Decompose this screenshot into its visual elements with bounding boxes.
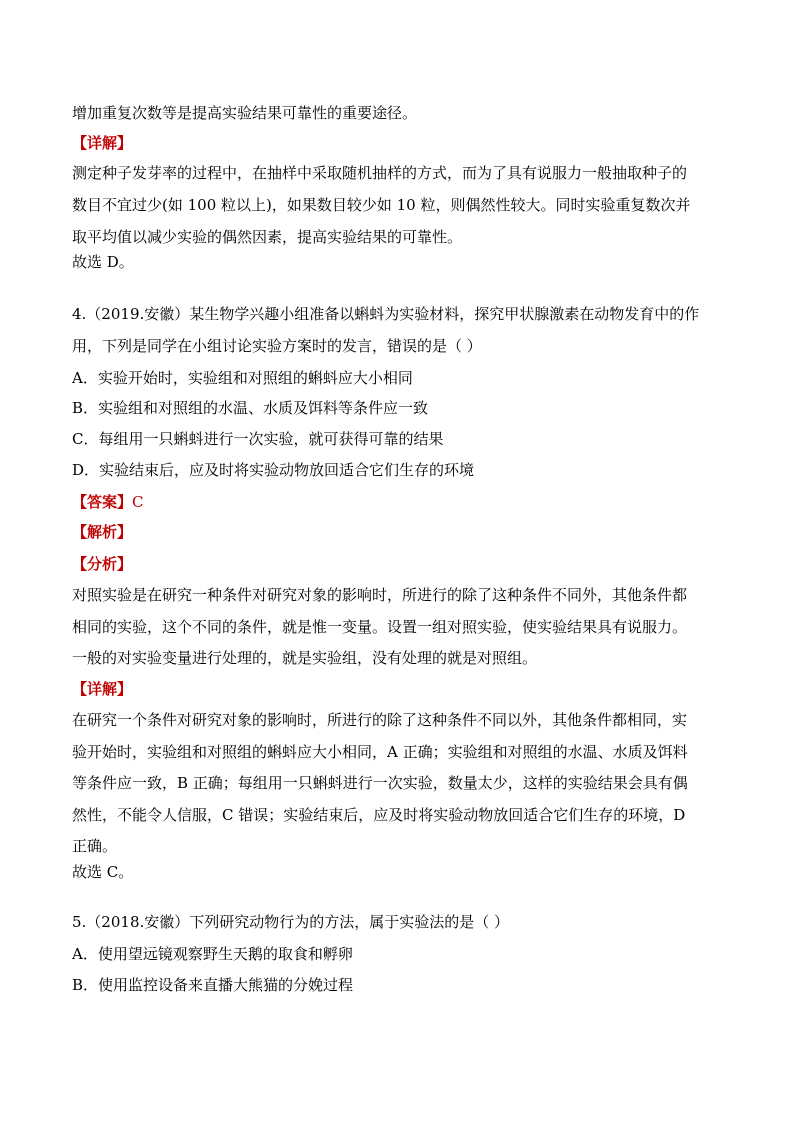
option-b: B．使用监控设备来直播大熊猫的分娩过程 xyxy=(72,976,354,994)
choice-line: 故选 C。 xyxy=(72,863,134,881)
answer-tag: 【答案】 xyxy=(72,493,133,511)
option-b: B．实验组和对照组的水温、水质及饵料等条件应一致 xyxy=(72,399,429,417)
option-c: C．每组用一只蝌蚪进行一次实验，就可获得可靠的结果 xyxy=(72,430,444,448)
paragraph-line: 对照实验是在研究一种条件对研究对象的影响时，所进行的除了这种条件不同外，其他条件都 xyxy=(72,586,688,604)
paragraph-line: 等条件应一致，B 正确；每组用一只蝌蚪进行一次实验，数量太少，这样的实验结果会具有偶 xyxy=(72,774,688,792)
question-5-stem: 5.（2018.安徽）下列研究动物行为的方法，属于实验法的是（ ） xyxy=(72,913,510,931)
paragraph-line: 数目不宜过少(如 100 粒以上)，如果数目较少如 10 粒，则偶然性较大。同时实验重复数次并 xyxy=(72,196,691,214)
paragraph-line: 相同的实验，这个不同的条件，就是惟一变量。设置一组对照实验，使实验结果具有说服力。 xyxy=(72,618,688,636)
paragraph-line: 一般的对实验变量进行处理的，就是实验组，没有处理的就是对照组。 xyxy=(72,649,538,667)
question-4-stem: 4.（2019.安徽）某生物学兴趣小组准备以蝌蚪为实验材料，探究甲状腺激素在动物发育中的作 xyxy=(72,305,700,323)
fenxi-tag: 【分析】 xyxy=(72,555,133,573)
paragraph-line: 然性，不能令人信服，C 错误；实验结束后，应及时将实验动物放回适合它们生存的环境，D xyxy=(72,806,686,824)
paragraph-line: 取平均值以减少实验的偶然因素，提高实验结果的可靠性。 xyxy=(72,228,463,246)
option-d: D．实验结束后，应及时将实验动物放回适合它们生存的环境 xyxy=(72,461,475,479)
paragraph-line: 正确。 xyxy=(72,837,118,855)
paragraph-line: 测定种子发芽率的过程中，在抽样中采取随机抽样的方式，而为了具有说服力一般抽取种子的 xyxy=(72,164,688,182)
answer-line xyxy=(72,492,144,512)
option-a: A．使用望远镜观察野生天鹅的取食和孵卵 xyxy=(72,945,353,963)
detail-tag: 【详解】 xyxy=(72,134,133,152)
detail-tag: 【详解】 xyxy=(72,680,133,698)
answer-value: C xyxy=(132,493,144,511)
question-4-stem: 用，下列是同学在小组讨论实验方案时的发言，错误的是（ ） xyxy=(72,337,482,355)
paragraph-line: 验开始时，实验组和对照组的蝌蚪应大小相同，A 正确；实验组和对照组的水温、水质及饵料 xyxy=(72,743,688,761)
option-a: A．实验开始时，实验组和对照组的蝌蚪应大小相同 xyxy=(72,369,413,387)
choice-line: 故选 D。 xyxy=(72,253,134,271)
paragraph-line: 增加重复次数等是提高实验结果可靠性的重要途径。 xyxy=(72,104,418,122)
analysis-tag: 【解析】 xyxy=(72,523,133,541)
paragraph-line: 在研究一个条件对研究对象的影响时，所进行的除了这种条件不同以外，其他条件都相同，实 xyxy=(72,711,688,729)
